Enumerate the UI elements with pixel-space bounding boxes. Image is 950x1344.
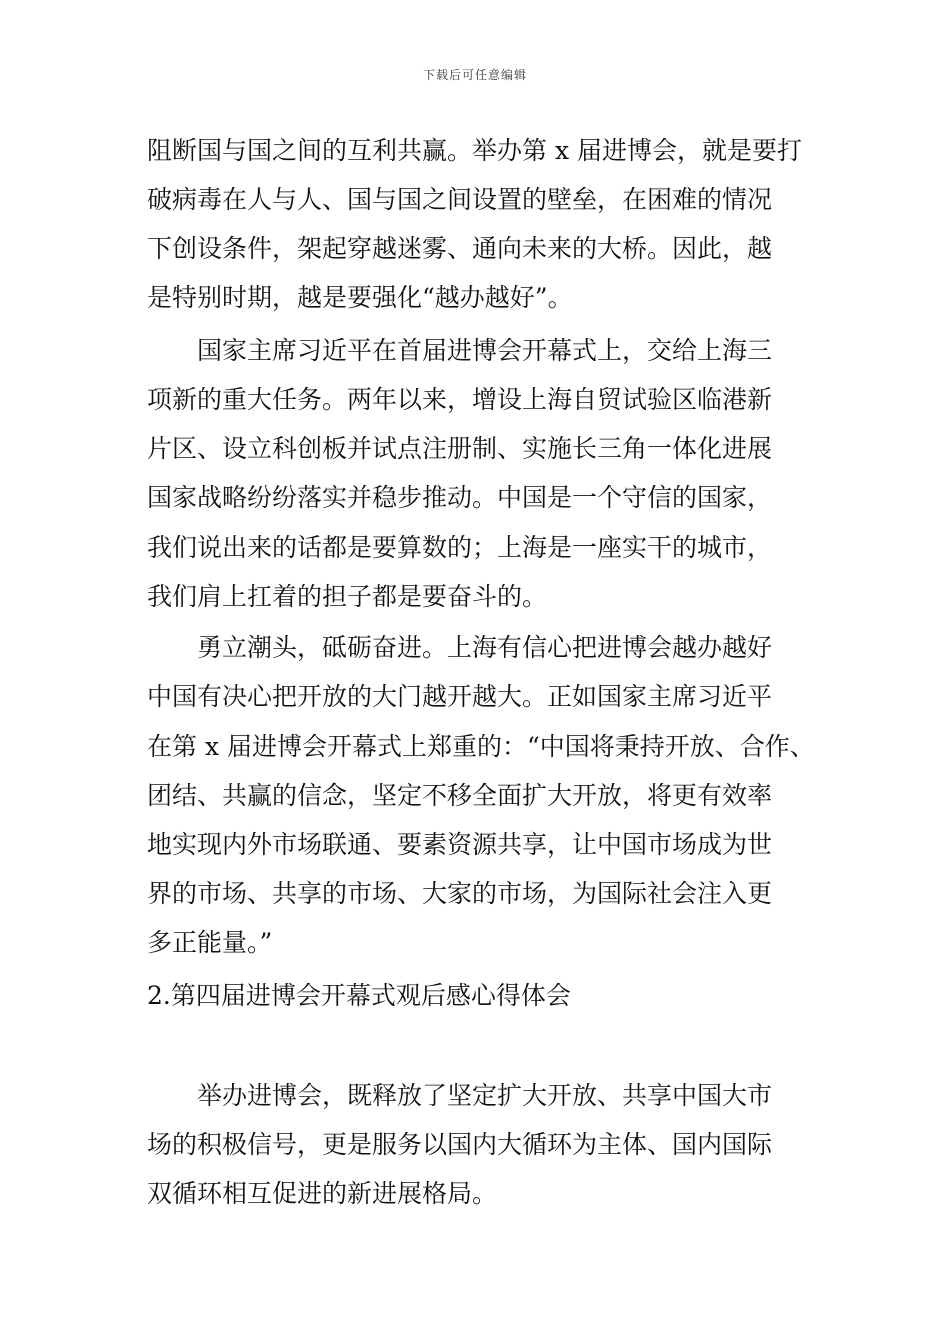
paragraph-line: 项新的重大任务。两年以来，增设上海自贸试验区临港新 — [147, 385, 773, 414]
paragraph-line: 举办进博会，既释放了坚定扩大开放、共享中国大市 — [197, 1081, 773, 1110]
paragraph-line: 在第 x 届进博会开幕式上郑重的：“中国将秉持开放、合作、 — [147, 732, 815, 761]
paragraph-line: 破病毒在人与人、国与国之间设置的壁垒，在困难的情况 — [147, 185, 773, 214]
paragraph-line: 地实现内外市场联通、要素资源共享，让中国市场成为世 — [147, 830, 773, 859]
paragraph-line: 中国有决心把开放的大门越开越大。正如国家主席习近平 — [147, 682, 773, 711]
paragraph-line: 是特别时期，越是要强化“越办越好”。 — [147, 283, 573, 312]
paragraph-line: 国家主席习近平在首届进博会开幕式上，交给上海三 — [197, 336, 773, 365]
paragraph-line: 界的市场、共享的市场、大家的市场，为国际社会注入更 — [147, 879, 773, 908]
paragraph-line: 双循环相互促进的新进展格局。 — [147, 1179, 498, 1208]
paragraph-line: 国家战略纷纷落实并稳步推动。中国是一个守信的国家， — [147, 483, 773, 512]
paragraph-line: 勇立潮头，砥砺奋进。上海有信心把进博会越办越好 — [197, 633, 773, 662]
paragraph-line: 团结、共赢的信念，坚定不移全面扩大开放，将更有效率 — [147, 781, 773, 810]
paragraph-line: 片区、设立科创板并试点注册制、实施长三角一体化进展 — [147, 434, 773, 463]
paragraph-line: 多正能量。” — [147, 928, 273, 957]
section-heading: 2.第四届进博会开幕式观后感心得体会 — [147, 981, 571, 1010]
paragraph-line: 下创设条件，架起穿越迷雾、通向未来的大桥。因此，越 — [147, 234, 773, 263]
paragraph-line: 我们肩上扛着的担子都是要奋斗的。 — [147, 582, 548, 611]
paragraph-line: 阻断国与国之间的互利共赢。举办第 x 届进博会，就是要打 — [147, 136, 802, 165]
header-note: 下载后可任意编辑 — [422, 68, 527, 82]
paragraph-line: 我们说出来的话都是要算数的；上海是一座实干的城市， — [147, 533, 773, 562]
paragraph-line: 场的积极信号，更是服务以国内大循环为主体、国内国际 — [147, 1130, 773, 1159]
